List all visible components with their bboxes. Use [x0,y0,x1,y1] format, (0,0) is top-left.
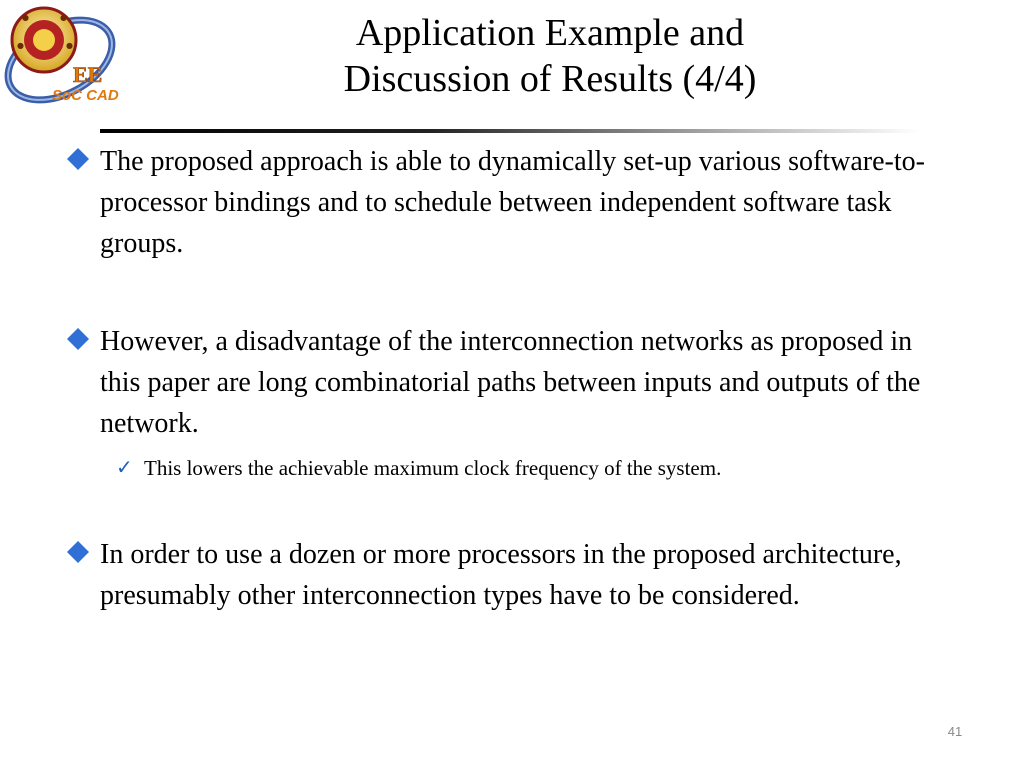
bullet-item-3 [100,534,940,616]
title-divider [100,129,920,133]
svg-text:●: ● [60,13,67,22]
sub-bullet-item [116,454,944,482]
eesoc-logo [0,0,124,108]
logo-soccad-text: SoC CAD [52,87,119,104]
svg-text:●: ● [22,13,29,22]
bullet-item-2 [100,321,940,444]
diamond-bullet-icon [66,327,90,351]
checkmark-icon: ✓ [116,457,133,479]
title-line-1: Application Example and [355,12,745,54]
bullet-text-3: In order to use a dozen or more processors in the proposed architecture, presumably other interconnection types have to be considered. [100,539,902,611]
diamond-bullet-icon [66,540,90,564]
bullet-item-1 [100,141,940,264]
bullet-text-1: The proposed approach is able to dynamically set-up various software-to-processor bindings and to schedule between independent software task groups. [100,146,925,259]
page-number: 41 [947,724,963,739]
svg-text:●: ● [17,41,24,50]
diamond-bullet-icon [66,147,90,171]
slide-title [230,10,870,102]
sub-bullet-text: This lowers the achievable maximum clock frequency of the system. [144,456,722,480]
bullet-text-2: However, a disadvantage of the interconnection networks as proposed in this paper are long combinatorial paths between inputs and outputs of the network. [100,326,921,439]
title-line-2: Discussion of Results (4/4) [343,58,757,100]
svg-text:●: ● [66,41,73,50]
logo-ee-text: EE [73,62,103,87]
